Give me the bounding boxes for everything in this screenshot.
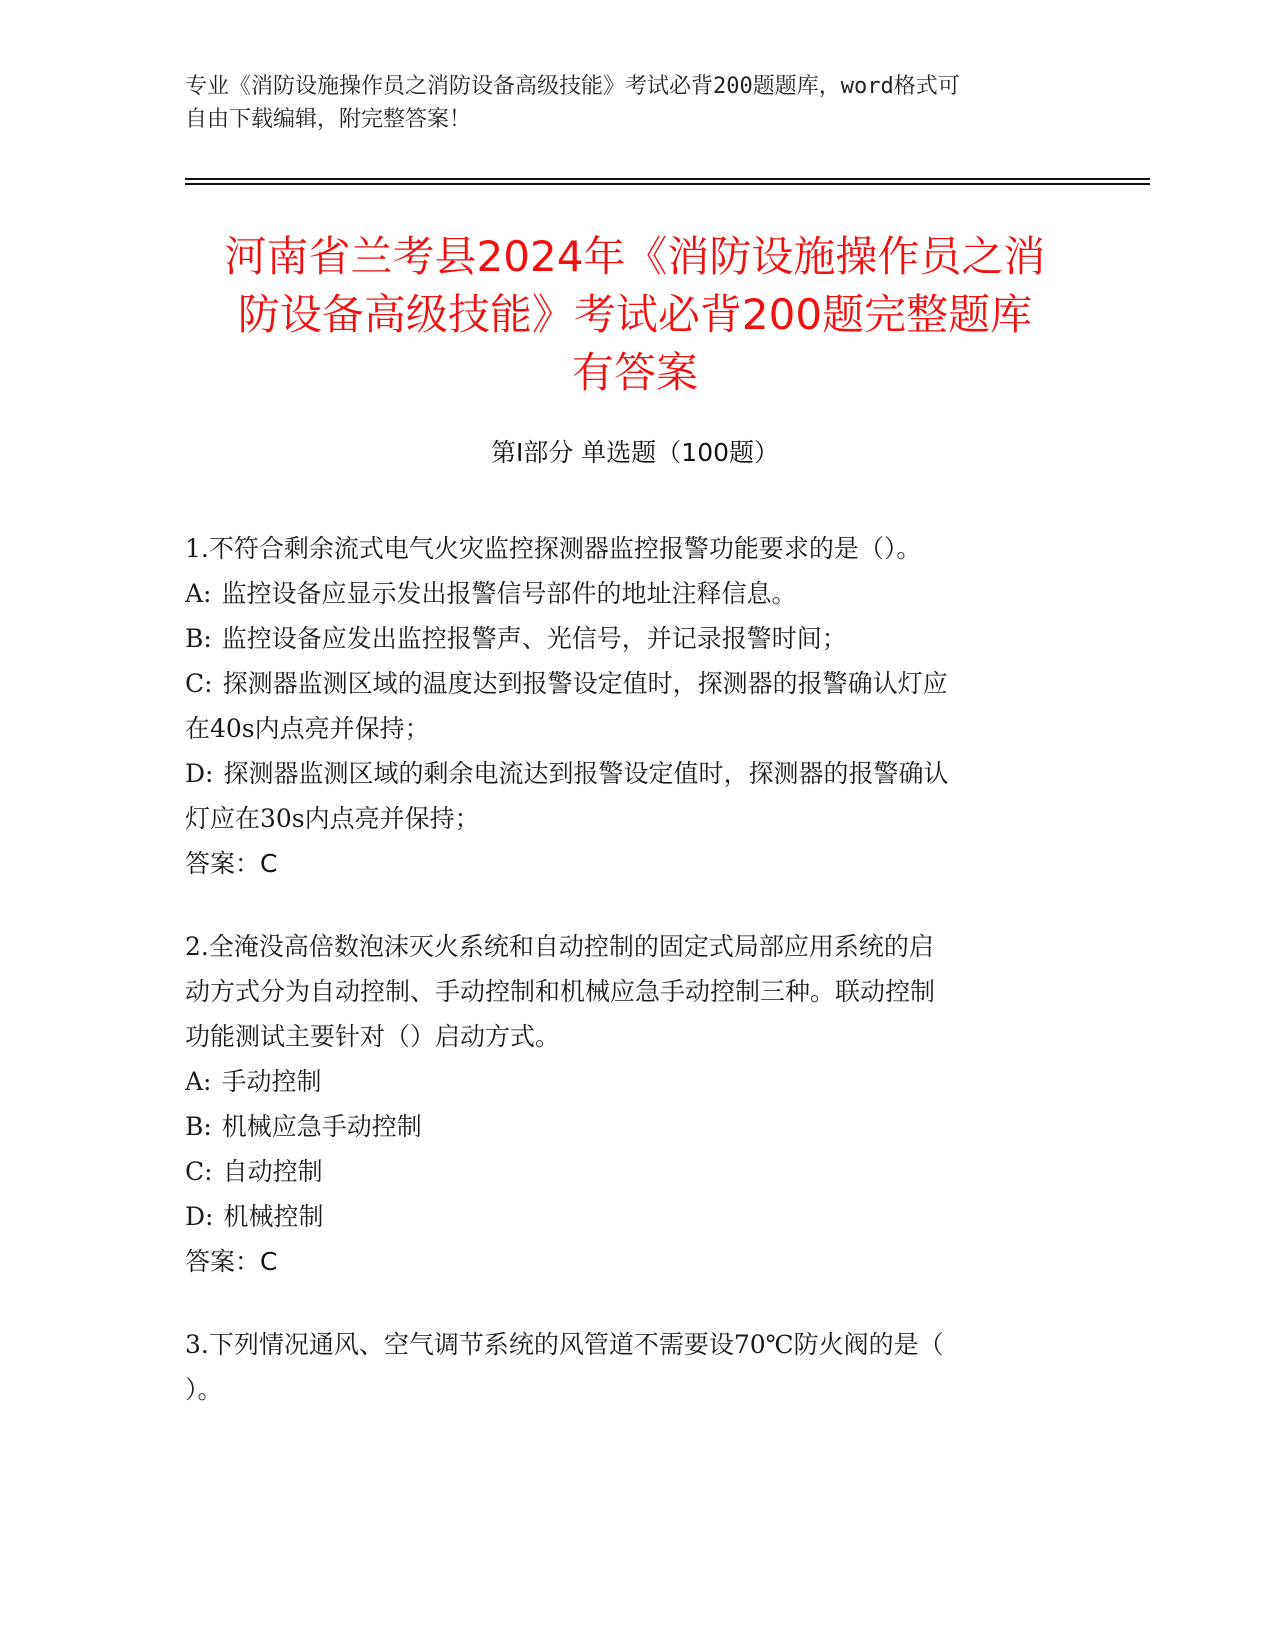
title-line-3: 有答案 [571,348,698,397]
header-note-line-2: 自由下载编辑，附完整答案！ [185,107,472,132]
option-text: 探测器监测区域的温度达到报警设定值时，探测器的报警确认灯应 [222,669,948,698]
answer-option-line [185,1194,1065,1239]
option-text: 机械控制 [223,1202,324,1231]
option-text: 监控设备应发出监控报警声、光信号，并记录报警时间； [221,624,847,653]
question-stem-line: 功能测试主要针对（）启动方式。 [185,1022,561,1051]
question-stem-line: 1.不符合剩余流式电气火灾监控探测器监控报警功能要求的是（）。 [185,534,922,563]
option-key: D: [185,1202,214,1231]
answer-option-line [185,616,1065,661]
question-stem-line: 3.下列情况通风、空气调节系统的风管道不需要设70℃防火阀的是（ [185,1330,944,1359]
answer-option-line [185,751,1065,796]
header-divider-top [185,178,1150,180]
question-stem-line: 2.全淹没高倍数泡沫灭火系统和自动控制的固定式局部应用系统的启 [185,932,934,961]
option-key: A: [185,1067,212,1096]
question-item [185,526,1065,886]
title-line-1: 河南省兰考县2024年《消防设施操作员之消 [224,232,1046,281]
answer-key: 答案：C [185,1247,278,1276]
question-stem-line: ）。 [185,1375,223,1404]
option-text: 监控设备应显示发出报警信号部件的地址注释信息。 [221,579,797,608]
question-item [185,1322,1065,1412]
option-key: B: [185,624,212,653]
option-text: 手动控制 [221,1067,322,1096]
answer-option-line [185,796,1065,841]
header-note-line-1: 专业《消防设施操作员之消防设备高级技能》考试必背200题题库，word格式可 [185,74,960,99]
question-item [185,924,1065,1284]
answer-key: 答案：C [185,849,278,878]
option-text: 在40s内点亮并保持； [185,714,430,743]
option-key: A: [185,579,212,608]
answer-option-line [185,661,1065,706]
answer-option-line [185,1149,1065,1194]
answer-option-line [185,571,1065,616]
answer-option-line [185,1104,1065,1149]
option-key: B: [185,1112,212,1141]
answer-option-line [185,1059,1065,1104]
option-key: D: [185,759,214,788]
document-title [160,228,1110,402]
option-text: 自动控制 [222,1157,323,1186]
answer-option-line [185,706,1065,751]
question-stem-line: 动方式分为自动控制、手动控制和机械应急手动控制三种。联动控制 [185,977,936,1006]
option-key: C: [185,669,213,698]
option-text: 机械应急手动控制 [221,1112,422,1141]
header-note [185,70,1085,136]
option-text: 灯应在30s内点亮并保持； [185,804,480,833]
option-text: 探测器监测区域的剩余电流达到报警设定值时，探测器的报警确认 [223,759,949,788]
section-heading: 第Ⅰ部分 单选题（100题） [490,438,780,467]
option-key: C: [185,1157,213,1186]
question-list [185,526,1065,1450]
header-divider-bottom [185,183,1150,185]
title-line-2: 防设备高级技能》考试必背200题完整题库 [237,290,1033,339]
